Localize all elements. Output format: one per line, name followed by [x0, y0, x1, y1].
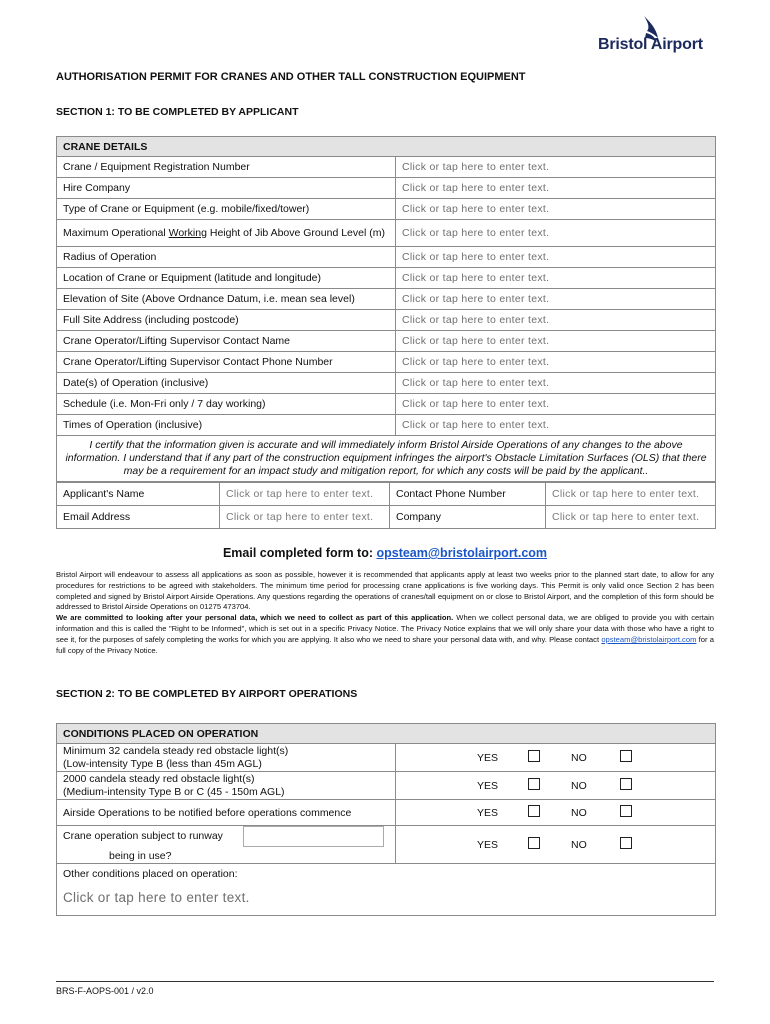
bristol-airport-logo: [598, 14, 720, 58]
medium-intensity-yes-checkbox[interactable]: [528, 778, 540, 790]
applicant-table: [56, 482, 716, 529]
hire-company-field[interactable]: Click or tap here to enter text.: [396, 178, 716, 199]
email-instruction: Email completed form to: opsteam@bristolairport.com: [222, 546, 548, 560]
applicant-name-label: Applicant's Name: [57, 483, 220, 506]
row-label: Type of Crane or Equipment (e.g. mobile/fixed/tower): [57, 199, 396, 220]
max-height-field[interactable]: Click or tap here to enter text.: [396, 220, 716, 247]
runway-no-checkbox[interactable]: [620, 837, 632, 849]
notify-no-checkbox[interactable]: [620, 805, 632, 817]
privacy-email-link[interactable]: opsteam@bristolairport.com: [601, 634, 697, 644]
radius-field[interactable]: Click or tap here to enter text.: [396, 247, 716, 268]
contact-phone-field[interactable]: Click or tap here to enter text.: [396, 352, 716, 373]
registration-number-field[interactable]: Click or tap here to enter text.: [396, 157, 716, 178]
row-label: Radius of Operation: [57, 247, 396, 268]
privacy-info: We are committed to looking after your personal data, which we need to collect as part of this application. When we collect personal data, we are obliged to provide you with certain information and this is called the "Right to be Informed", which is set out in a specific Privacy Notice. The Privacy Notice explains that we will only share your data with those who have a right to see it, for the purposes of safely completing the works for which you are applying. It also who we need to share your personal data with, and why. Please contact opsteam@bristolairport.com for a full copy of the Privacy Notice.: [56, 613, 715, 655]
row-label: Full Site Address (including postcode): [57, 310, 396, 331]
section2-heading: SECTION 2: TO BE COMPLETED BY AIRPORT OPERATIONS: [56, 688, 358, 700]
crane-type-field[interactable]: Click or tap here to enter text.: [396, 199, 716, 220]
contact-name-field[interactable]: Click or tap here to enter text.: [396, 331, 716, 352]
section1-heading: SECTION 1: TO BE COMPLETED BY APPLICANT: [56, 106, 299, 118]
company-field[interactable]: Click or tap here to enter text.: [546, 506, 716, 529]
row-label: Location of Crane or Equipment (latitude and longitude): [57, 268, 396, 289]
condition-medium-intensity-light: 2000 candela steady red obstacle light(s) (Medium-intensity Type B or C (45 - 150m AGL): [57, 772, 396, 800]
applicant-phone-field[interactable]: Click or tap here to enter text.: [546, 483, 716, 506]
schedule-field[interactable]: Click or tap here to enter text.: [396, 394, 716, 415]
runway-yes-checkbox[interactable]: [528, 837, 540, 849]
document-title: AUTHORISATION PERMIT FOR CRANES AND OTHER TALL CONSTRUCTION EQUIPMENT: [56, 71, 526, 83]
certification-statement: I certify that the information given is accurate and will immediately inform Bristol Airside Operations of any changes to the above information. I understand that if any part of the construction equipment infringes the airport's Obstacle Limitation Surfaces (OLS) that there may be a requirement for an impact study and mitigation report, for which any costs will be paid by the applicant..: [57, 436, 716, 482]
runway-input-box[interactable]: [243, 826, 384, 847]
row-label: Times of Operation (inclusive): [57, 415, 396, 436]
condition-low-intensity-light: Minimum 32 candela steady red obstacle light(s) (Low-intensity Type B (less than 45m AGL): [57, 744, 396, 772]
dates-field[interactable]: Click or tap here to enter text.: [396, 373, 716, 394]
other-conditions-label: Other conditions placed on operation:: [63, 868, 238, 880]
notify-yes-checkbox[interactable]: [528, 805, 540, 817]
applicant-name-field[interactable]: Click or tap here to enter text.: [220, 483, 390, 506]
row-label: Date(s) of Operation (inclusive): [57, 373, 396, 394]
row-label: Crane Operator/Lifting Supervisor Contact Phone Number: [57, 352, 396, 373]
elevation-field[interactable]: Click or tap here to enter text.: [396, 289, 716, 310]
info-paragraph: [56, 570, 714, 656]
row-label: Maximum Operational Working Height of Jib Above Ground Level (m): [57, 220, 396, 247]
logo-text: Bristol Airport: [598, 36, 703, 53]
low-intensity-yes-checkbox[interactable]: [528, 750, 540, 762]
email-link[interactable]: opsteam@bristolairport.com: [376, 546, 548, 560]
row-label: Crane / Equipment Registration Number: [57, 157, 396, 178]
footer-reference: BRS-F-AOPS-001 / v2.0: [56, 986, 154, 996]
conditions-heading: CONDITIONS PLACED ON OPERATION: [57, 724, 716, 744]
times-field[interactable]: Click or tap here to enter text.: [396, 415, 716, 436]
row-label: Schedule (i.e. Mon-Fri only / 7 day working): [57, 394, 396, 415]
condition-notify-airside: Airside Operations to be notified before operations commence: [57, 800, 396, 826]
other-conditions-field[interactable]: Click or tap here to enter text.: [63, 890, 250, 905]
contact-phone-label: Contact Phone Number: [390, 483, 546, 506]
row-label: Crane Operator/Lifting Supervisor Contact Name: [57, 331, 396, 352]
crane-details-heading: CRANE DETAILS: [57, 137, 716, 157]
company-label: Company: [390, 506, 546, 529]
footer-rule: [56, 981, 714, 982]
row-label: Elevation of Site (Above Ordnance Datum, i.e. mean sea level): [57, 289, 396, 310]
processing-info: Bristol Airport will endeavour to assess all applications as soon as possible, however it is recommended that applicants apply at least two weeks prior to the planned start date, to allow for any procedures for restrictions to be agreed with stakeholders. The minimum time period for processing crane applications is five working days. This Permit is only valid once Section 2 has been completed and signed by Bristol Airport Airside Operations. Any questions regarding the operations of cranes/tall equipment on or close to Bristol Airport, and the completion of this form should be addressed to Bristol Airside Operations on 01275 473704.: [56, 570, 714, 612]
crane-details-table: [56, 136, 716, 482]
email-address-field[interactable]: Click or tap here to enter text.: [220, 506, 390, 529]
low-intensity-no-checkbox[interactable]: [620, 750, 632, 762]
row-label: Hire Company: [57, 178, 396, 199]
email-address-label: Email Address: [57, 506, 220, 529]
condition-runway: Crane operation subject to runway being in use?: [57, 826, 396, 864]
conditions-table: CONDITIONS PLACED ON OPERATION Minimum 32 candela steady red obstacle light(s) (Low-intensity Type B (less than 45m AGL) YES NO 2000 candela steady red obstacle light(s) (Medium-intensity Type B or C (45 - 150m AGL) YES NO Airside Operations to be notified before operations commence YES NO Crane operation subject to runway being in use? YES NO Other conditions placed on operation: Click or tap here to enter text.: [56, 723, 716, 916]
site-address-field[interactable]: Click or tap here to enter text.: [396, 310, 716, 331]
location-field[interactable]: Click or tap here to enter text.: [396, 268, 716, 289]
medium-intensity-no-checkbox[interactable]: [620, 778, 632, 790]
